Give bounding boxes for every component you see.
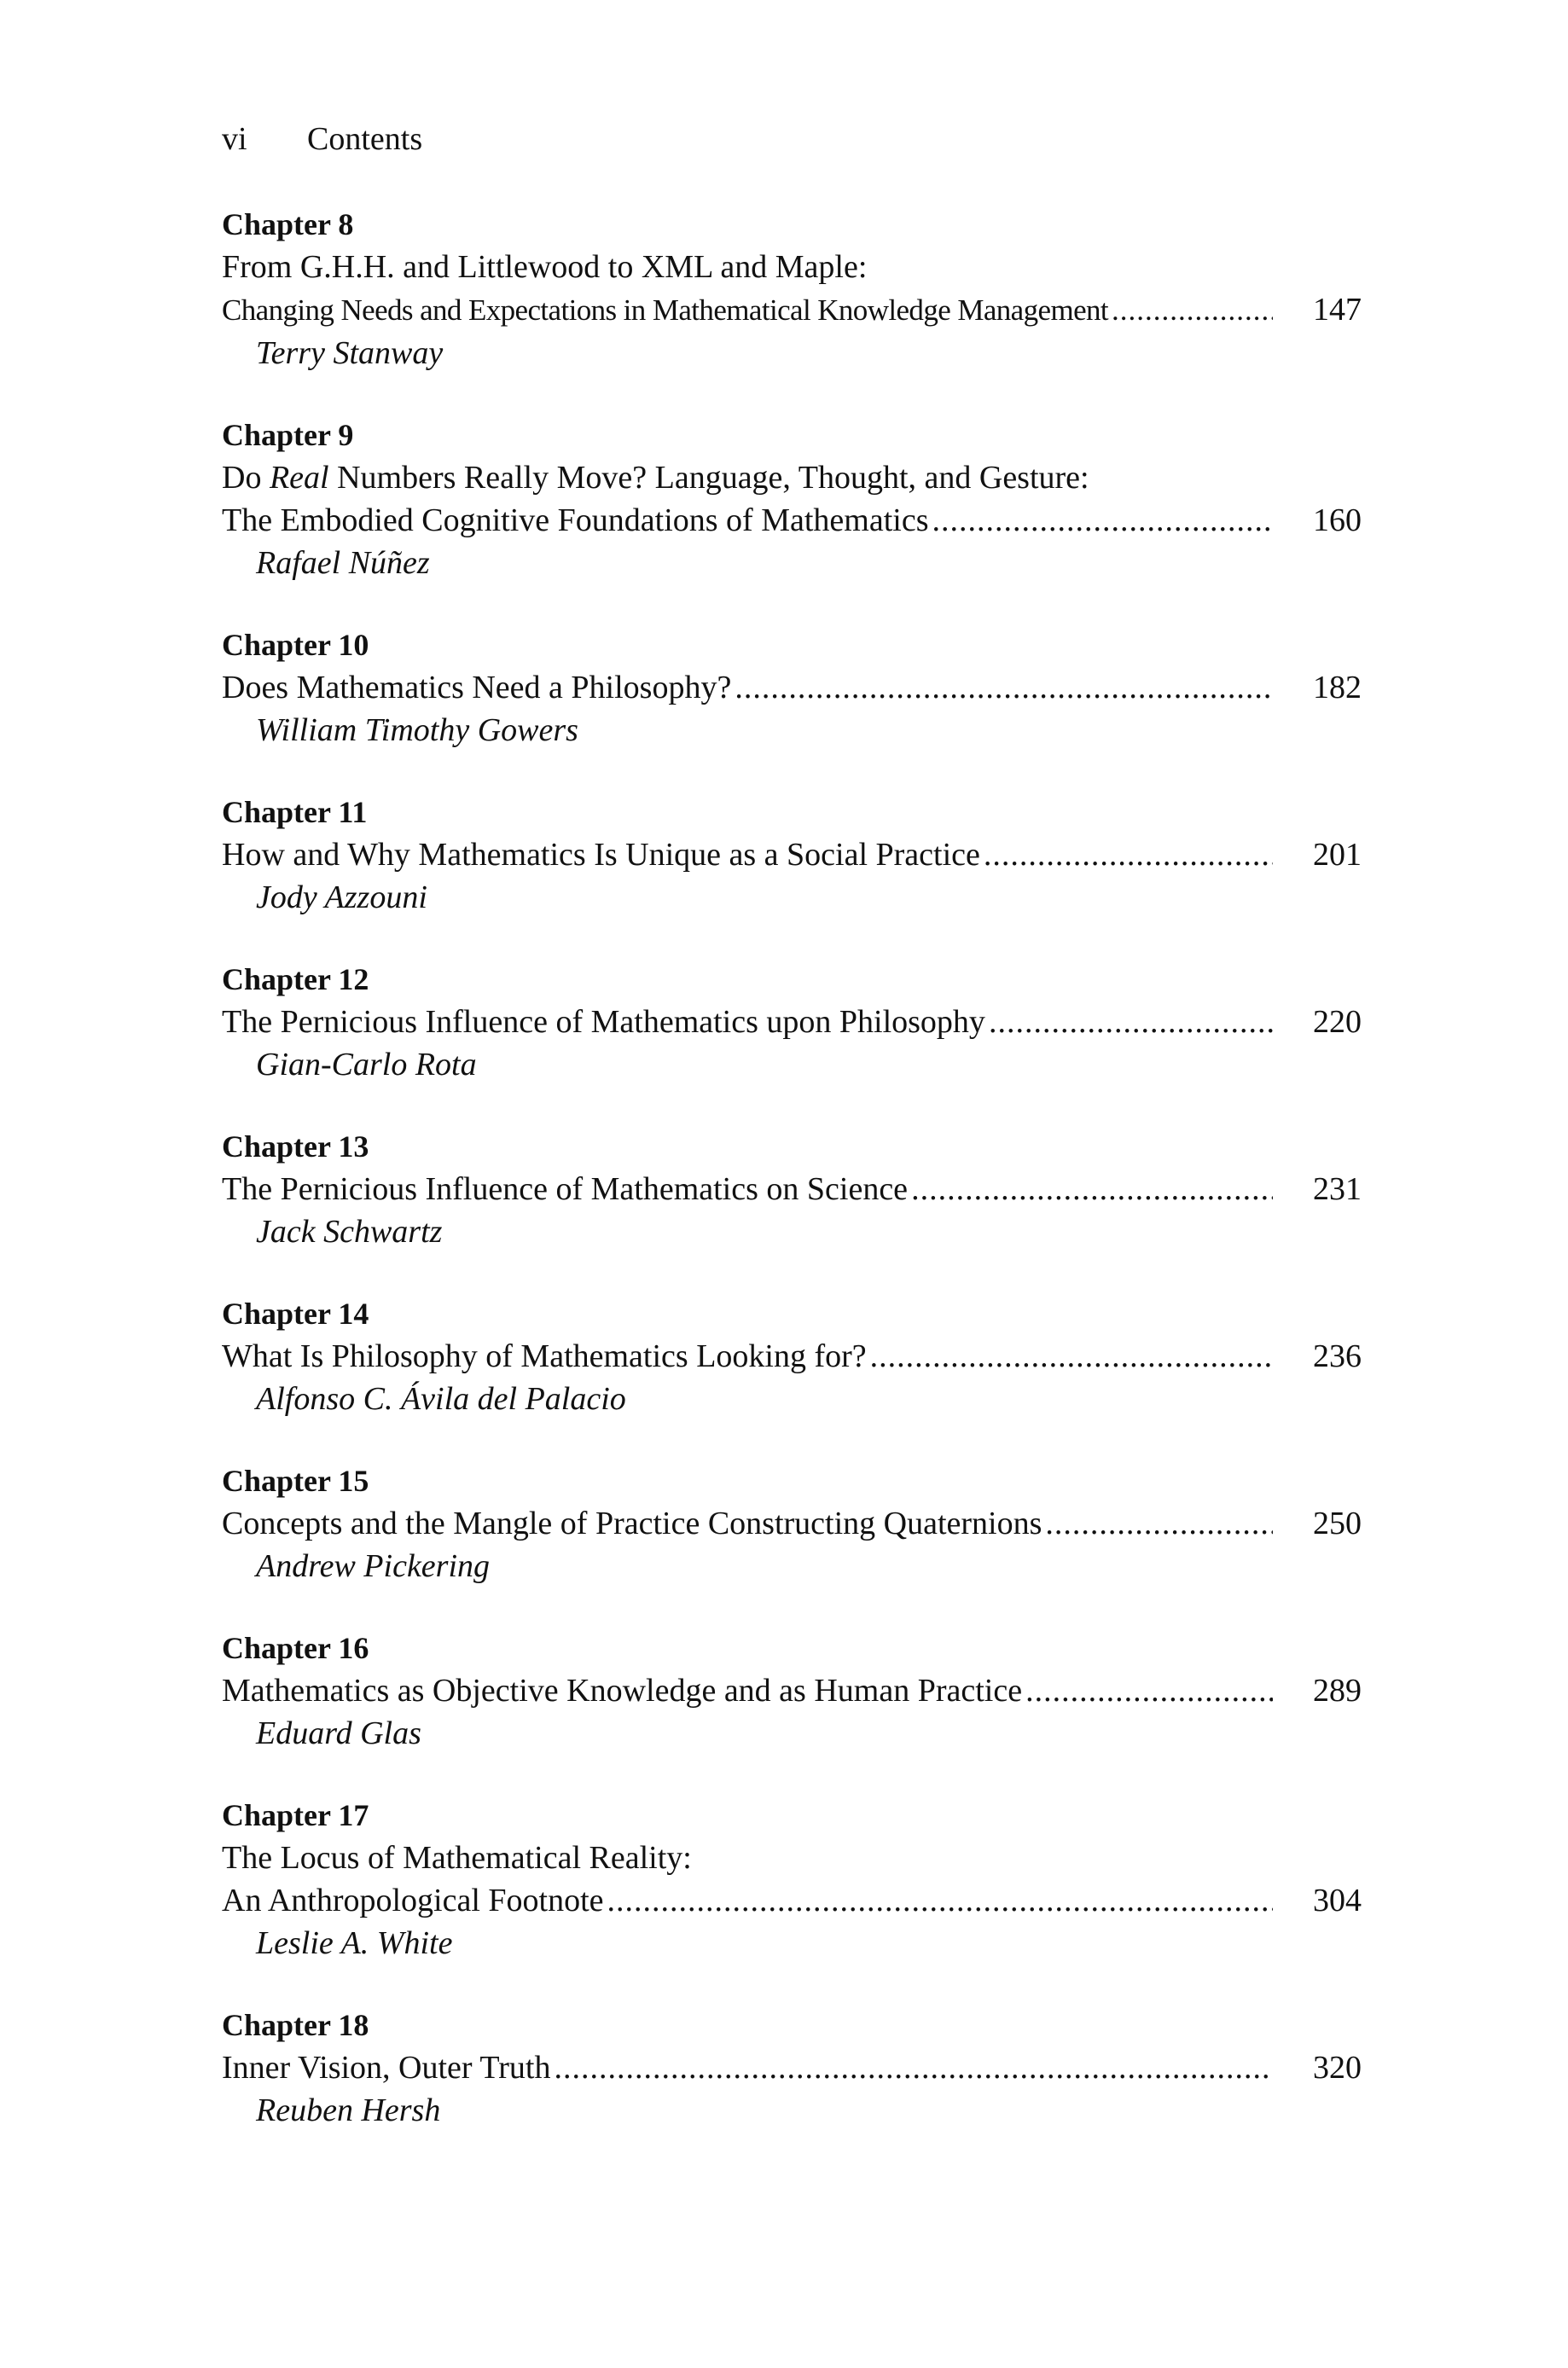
chapter-title-line: Inner Vision, Outer Truth xyxy=(222,2050,551,2086)
chapter-label: Chapter 8 xyxy=(222,207,354,241)
chapter-author: Rafael Núñez xyxy=(256,545,430,581)
chapter-title-line: The Pernicious Influence of Mathematics upon Philosophy xyxy=(222,1004,985,1040)
toc-entry-chapter-17[interactable] xyxy=(222,1794,1362,1965)
chapter-title-row xyxy=(222,499,1362,542)
chapter-label: Chapter 14 xyxy=(222,1297,369,1331)
chapter-title-row xyxy=(222,666,1362,709)
dot-leader xyxy=(932,499,1274,542)
page-number[interactable]: 201 xyxy=(1313,837,1362,873)
chapter-author: Jody Azzouni xyxy=(256,879,427,915)
chapter-label: Chapter 10 xyxy=(222,628,369,662)
running-head xyxy=(222,118,422,160)
chapter-label: Chapter 16 xyxy=(222,1631,369,1665)
table-of-contents xyxy=(222,203,1362,2171)
chapter-label: Chapter 13 xyxy=(222,1129,369,1164)
chapter-title-line: The Pernicious Influence of Mathematics on Science xyxy=(222,1171,909,1207)
chapter-title-text: Do xyxy=(222,460,270,496)
toc-entry-chapter-16[interactable] xyxy=(222,1627,1362,1755)
dot-leader xyxy=(607,1879,1273,1922)
chapter-title-row xyxy=(222,1335,1362,1378)
chapter-title-line: How and Why Mathematics Is Unique as a Social Practice xyxy=(222,837,980,873)
chapter-label: Chapter 9 xyxy=(222,418,354,452)
page-number[interactable]: 320 xyxy=(1313,2050,1362,2086)
toc-entry-chapter-12[interactable] xyxy=(222,958,1362,1086)
dot-leader xyxy=(735,666,1273,709)
chapter-title-italic-text: Real xyxy=(269,460,329,496)
toc-entry-chapter-11[interactable] xyxy=(222,791,1362,919)
chapter-label: Chapter 11 xyxy=(222,795,368,829)
page-folio: vi xyxy=(222,121,247,157)
page-number[interactable]: 250 xyxy=(1313,1506,1362,1541)
chapter-title-text: Numbers Really Move? Language, Thought, and Gesture: xyxy=(328,460,1089,496)
chapter-label: Chapter 12 xyxy=(222,962,369,996)
page-number[interactable]: 289 xyxy=(1313,1673,1362,1709)
toc-entry-chapter-8[interactable] xyxy=(222,203,1362,374)
chapter-title-row xyxy=(222,2046,1362,2089)
toc-entry-chapter-18[interactable] xyxy=(222,2004,1362,2132)
chapter-title-line: Concepts and the Mangle of Practice Constructing Quaternions xyxy=(222,1506,1042,1541)
page-number[interactable]: 236 xyxy=(1313,1338,1362,1374)
chapter-author: Reuben Hersh xyxy=(256,2092,441,2128)
toc-entry-chapter-13[interactable] xyxy=(222,1125,1362,1253)
toc-entry-chapter-15[interactable] xyxy=(222,1460,1362,1587)
chapter-author: Gian-Carlo Rota xyxy=(256,1047,477,1082)
toc-entry-chapter-9[interactable] xyxy=(222,414,1362,584)
chapter-title-line: Mathematics as Objective Knowledge and as Human Practice xyxy=(222,1673,1023,1709)
chapter-title-line: The Locus of Mathematical Reality: xyxy=(222,1840,692,1876)
chapter-title-line: What Is Philosophy of Mathematics Looking for? xyxy=(222,1338,867,1374)
chapter-title-line: The Embodied Cognitive Foundations of Mathematics xyxy=(222,502,929,538)
toc-entry-chapter-14[interactable] xyxy=(222,1292,1362,1420)
running-head-title: Contents xyxy=(307,121,423,157)
chapter-author: Eduard Glas xyxy=(256,1715,421,1751)
chapter-label: Chapter 17 xyxy=(222,1798,369,1832)
chapter-title-row xyxy=(222,1879,1362,1922)
page-number[interactable]: 182 xyxy=(1313,670,1362,705)
chapter-author: Terry Stanway xyxy=(256,335,444,371)
chapter-title-line xyxy=(222,456,1362,499)
chapter-label: Chapter 15 xyxy=(222,1464,369,1498)
dot-leader xyxy=(870,1335,1273,1378)
chapter-title-line: An Anthropological Footnote xyxy=(222,1883,604,1918)
page-number[interactable]: 304 xyxy=(1313,1883,1362,1918)
page-number[interactable]: 231 xyxy=(1313,1171,1362,1207)
chapter-title-row xyxy=(222,1001,1362,1043)
chapter-author: Jack Schwartz xyxy=(256,1214,443,1250)
chapter-author: William Timothy Gowers xyxy=(256,712,578,748)
chapter-title-row xyxy=(222,1502,1362,1545)
chapter-author: Leslie A. White xyxy=(256,1925,453,1961)
page-number[interactable]: 220 xyxy=(1313,1004,1362,1040)
chapter-title-row xyxy=(222,833,1362,876)
toc-entry-chapter-10[interactable] xyxy=(222,624,1362,752)
chapter-title-line: Changing Needs and Expectations in Mathematical Knowledge Management xyxy=(222,293,1109,327)
dot-leader xyxy=(1025,1669,1273,1712)
page-number[interactable]: 160 xyxy=(1313,502,1362,538)
dot-leader xyxy=(1045,1502,1273,1545)
chapter-title-line: Does Mathematics Need a Philosophy? xyxy=(222,670,732,705)
dot-leader xyxy=(989,1001,1273,1043)
chapter-title-row xyxy=(222,1168,1362,1210)
dot-leader xyxy=(984,833,1273,876)
chapter-title-line: From G.H.H. and Littlewood to XML and Maple: xyxy=(222,249,868,285)
chapter-label: Chapter 18 xyxy=(222,2008,369,2042)
chapter-title-row xyxy=(222,1669,1362,1712)
dot-leader xyxy=(911,1168,1273,1210)
page-number[interactable]: 147 xyxy=(1313,292,1362,328)
chapter-author: Andrew Pickering xyxy=(256,1548,491,1584)
chapter-author: Alfonso C. Ávila del Palacio xyxy=(256,1381,626,1417)
chapter-title-row xyxy=(222,288,1362,332)
dot-leader xyxy=(554,2046,1273,2089)
dot-leader xyxy=(1112,289,1273,332)
